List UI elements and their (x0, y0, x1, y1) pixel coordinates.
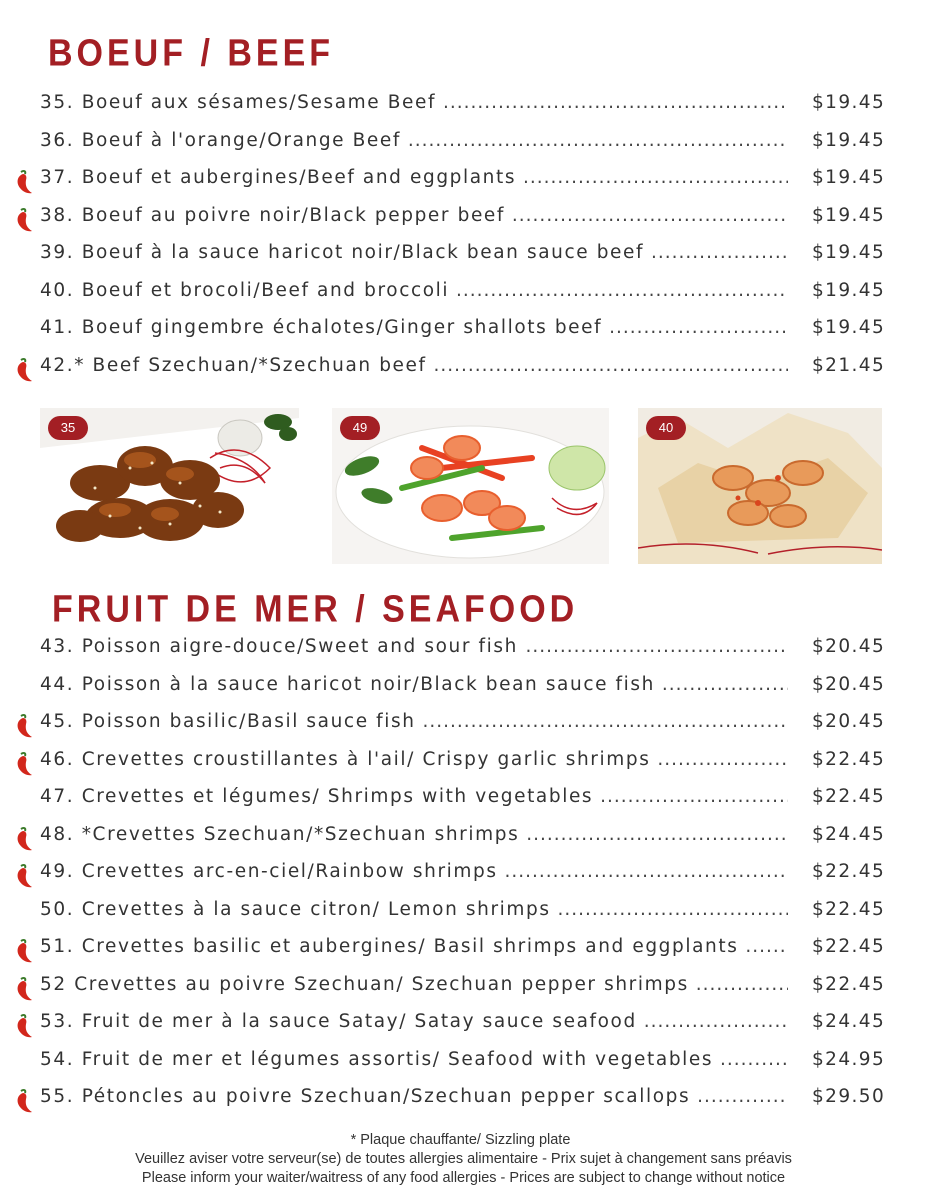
menu-item-price: $19.45 (812, 242, 886, 263)
menu-item (0, 895, 927, 933)
menu-item-name: 43. Poisson aigre-douce/Sweet and sour fish ..... (40, 636, 788, 657)
menu-item-name: 49. Crevettes arc-en-ciel/Rainbow shrimps ..... (40, 861, 788, 882)
chili-pepper-icon (13, 1088, 35, 1114)
sizzling-plate-note: * Plaque chauffante/ Sizzling plate (350, 1132, 571, 1148)
menu-item (0, 820, 927, 858)
chili-pepper-icon (13, 207, 35, 233)
menu-item (0, 276, 927, 314)
chili-pepper-icon (13, 938, 35, 964)
dish-photo-row (0, 408, 927, 564)
chili-pepper-icon (13, 713, 35, 739)
allergy-note-en: Please inform your waiter/waitress of any food allergies - Prices are subject to change without notice (141, 1170, 786, 1186)
menu-item (0, 632, 927, 670)
menu-item (0, 707, 927, 745)
menu-item-name: 55. Pétoncles au poivre Szechuan/Szechuan pepper scallops ..... (40, 1086, 788, 1107)
chili-pepper-icon (13, 169, 35, 195)
menu-item-name: 50. Crevettes à la sauce citron/ Lemon shrimps ..... (40, 899, 788, 920)
menu-item-price: $20.45 (812, 636, 886, 657)
menu-item (0, 1007, 927, 1045)
menu-item-price: $24.45 (812, 823, 886, 845)
chili-pepper-icon (13, 751, 35, 777)
chili-pepper-icon (13, 357, 35, 383)
menu-item-name: 44. Poisson à la sauce haricot noir/Black bean sauce fish ..... (40, 674, 788, 695)
menu-item-price: $22.45 (812, 786, 886, 807)
menu-item-price: $19.45 (812, 167, 886, 188)
chili-pepper-icon (13, 863, 35, 889)
chili-pepper-icon (13, 976, 35, 1002)
menu-item-price: $22.45 (812, 936, 886, 957)
menu-item-name: 36. Boeuf à l'orange/Orange Beef ..... (40, 130, 788, 151)
dish-photo-sesame-beef (40, 408, 299, 564)
dish-photo-rainbow-shrimps (332, 408, 609, 564)
dish-number-badge: 35 (48, 416, 88, 440)
menu-item-name: 46. Crevettes croustillantes à l'ail/ Crispy garlic shrimps ..... (40, 749, 788, 770)
menu-item-name: 53. Fruit de mer à la sauce Satay/ Satay sauce seafood ..... (40, 1011, 788, 1032)
menu-item-name: 38. Boeuf au poivre noir/Black pepper beef ..... (40, 205, 788, 226)
menu-item-price: $19.45 (812, 279, 886, 301)
seafood-section-title: FRUIT DE MER / SEAFOOD (52, 588, 579, 631)
menu-item-name: 54. Fruit de mer et légumes assortis/ Seafood with vegetables ..... (40, 1049, 788, 1070)
dish-number-badge: 40 (646, 416, 686, 440)
menu-item-price: $19.45 (812, 129, 886, 151)
menu-item (0, 670, 927, 708)
menu-item-price: $19.45 (812, 204, 886, 226)
menu-item-price: $19.45 (812, 317, 886, 338)
menu-item-name: 40. Boeuf et brocoli/Beef and broccoli ..... (40, 280, 788, 301)
menu-item-price: $22.45 (812, 898, 886, 920)
chili-pepper-icon (13, 1013, 35, 1039)
menu-item-price: $20.45 (812, 673, 886, 695)
menu-item (0, 857, 927, 895)
menu-item (0, 1045, 927, 1083)
menu-item (0, 201, 927, 239)
dish-photo-shrimp-basket (638, 408, 882, 564)
seafood-menu-list (0, 632, 927, 1120)
menu-item (0, 126, 927, 164)
menu-item-name: 47. Crevettes et légumes/ Shrimps with vegetables ..... (40, 786, 788, 807)
menu-item-price: $29.50 (812, 1086, 886, 1107)
beef-section-title: BOEUF / BEEF (48, 32, 335, 75)
menu-item-name: 41. Boeuf gingembre échalotes/Ginger shallots beef ..... (40, 317, 788, 338)
menu-item-name: 37. Boeuf et aubergines/Beef and eggplants ..... (40, 167, 788, 188)
menu-item-price: $19.45 (812, 92, 886, 113)
beef-menu-list (0, 88, 927, 388)
menu-item (0, 238, 927, 276)
menu-item-price: $22.45 (812, 861, 886, 882)
menu-item-name: 51. Crevettes basilic et aubergines/ Basil shrimps and eggplants ..... (40, 936, 788, 957)
menu-item (0, 970, 927, 1008)
menu-item-name: 45. Poisson basilic/Basil sauce fish ..... (40, 711, 788, 732)
menu-item-name: 52 Crevettes au poivre Szechuan/ Szechuan pepper shrimps ..... (40, 974, 788, 995)
menu-item-name: 42.* Beef Szechuan/*Szechuan beef ..... (40, 355, 788, 376)
menu-item-price: $22.45 (812, 973, 886, 995)
menu-item-price: $21.45 (812, 354, 886, 376)
menu-item (0, 351, 927, 389)
menu-item-price: $22.45 (812, 748, 886, 770)
menu-item (0, 932, 927, 970)
chili-pepper-icon (13, 826, 35, 852)
menu-item-price: $24.45 (812, 1011, 886, 1032)
menu-item (0, 1082, 927, 1120)
menu-item (0, 782, 927, 820)
menu-item (0, 163, 927, 201)
menu-item-name: 35. Boeuf aux sésames/Sesame Beef ..... (40, 92, 788, 113)
menu-item (0, 313, 927, 351)
allergy-note-fr: Veuillez aviser votre serveur(se) de toutes allergies alimentaire - Prix sujet à changement sans préavis (135, 1151, 792, 1167)
menu-item (0, 745, 927, 783)
menu-item (0, 88, 927, 126)
menu-item-price: $20.45 (812, 711, 886, 732)
menu-item-name: 39. Boeuf à la sauce haricot noir/Black bean sauce beef ..... (40, 242, 788, 263)
dish-number-badge: 49 (340, 416, 380, 440)
menu-item-price: $24.95 (812, 1048, 886, 1070)
menu-item-name: 48. *Crevettes Szechuan/*Szechuan shrimps ..... (40, 824, 788, 845)
